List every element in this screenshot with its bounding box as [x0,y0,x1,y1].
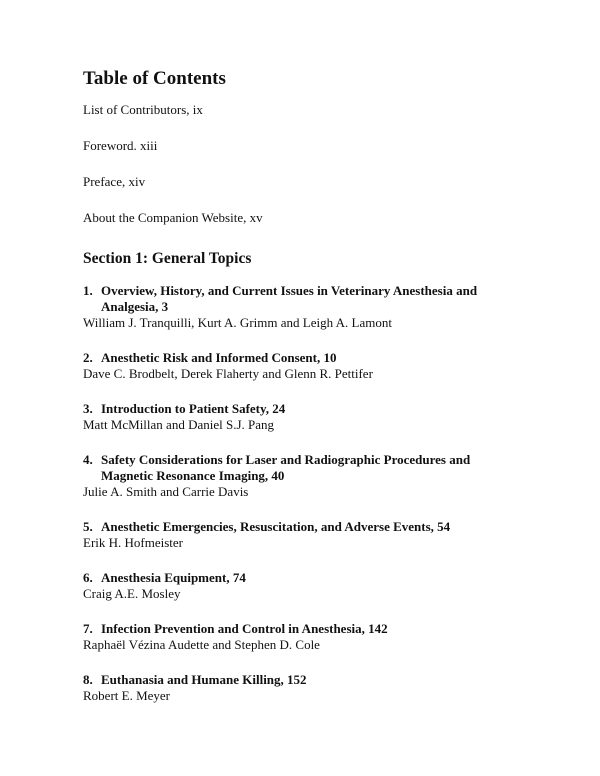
chapter-number: 8. [83,672,93,687]
front-matter-item[interactable]: About the Companion Website, xv [83,210,263,225]
chapter-title[interactable]: Introduction to Patient Safety, 24 [101,401,286,416]
chapter-authors: Craig A.E. Mosley [83,586,181,601]
front-matter-item[interactable]: List of Contributors, ix [83,102,203,117]
chapter-heading [83,401,523,417]
toc-page [83,66,523,723]
chapter-title[interactable]: Safety Considerations for Laser and Radiographic Procedures and Magnetic Resonance Imaging, 40 [101,452,471,483]
chapter-entry[interactable] [83,283,523,331]
chapter-number: 4. [83,452,93,467]
chapter-heading [83,672,523,688]
chapter-authors: Dave C. Brodbelt, Derek Flaherty and Glenn R. Pettifer [83,366,373,381]
chapter-entry[interactable] [83,621,523,653]
chapter-entry[interactable] [83,452,523,500]
chapter-heading [83,283,523,315]
chapter-authors: Matt McMillan and Daniel S.J. Pang [83,417,275,432]
chapter-heading [83,350,523,366]
front-matter-list [83,102,523,226]
section-title: Section 1: General Topics [83,250,252,267]
chapter-authors: William J. Tranquilli, Kurt A. Grimm and Leigh A. Lamont [83,315,392,330]
chapter-title[interactable]: Anesthetic Emergencies, Resuscitation, and Adverse Events, 54 [101,519,451,534]
chapter-title[interactable]: Anesthesia Equipment, 74 [101,570,246,585]
chapter-authors: Erik H. Hofmeister [83,535,184,550]
chapter-authors: Julie A. Smith and Carrie Davis [83,484,249,499]
chapter-title[interactable]: Anesthetic Risk and Informed Consent, 10 [101,350,337,365]
chapter-number: 6. [83,570,93,585]
chapter-authors: Raphaël Vézina Audette and Stephen D. Cole [83,637,320,652]
chapter-entry[interactable] [83,672,523,704]
chapter-number: 3. [83,401,93,416]
chapter-title[interactable]: Euthanasia and Humane Killing, 152 [101,672,307,687]
chapter-entry[interactable] [83,350,523,382]
chapter-entry[interactable] [83,401,523,433]
chapter-entry[interactable] [83,570,523,602]
chapter-entry[interactable] [83,519,523,551]
front-matter-item[interactable]: Preface, xiv [83,174,146,189]
front-matter-item[interactable]: Foreword. xiii [83,138,158,153]
chapter-title[interactable]: Overview, History, and Current Issues in Veterinary Anesthesia and Analgesia, 3 [101,283,478,314]
chapter-heading [83,570,523,586]
chapter-authors: Robert E. Meyer [83,688,171,703]
chapter-number: 5. [83,519,93,534]
chapter-number: 7. [83,621,93,636]
chapter-list [83,283,523,704]
chapter-number: 2. [83,350,93,365]
chapter-heading [83,519,523,535]
chapter-heading [83,452,523,484]
chapter-title[interactable]: Infection Prevention and Control in Anesthesia, 142 [101,621,388,636]
chapter-number: 1. [83,283,93,298]
toc-title: Table of Contents [83,68,226,89]
chapter-heading [83,621,523,637]
